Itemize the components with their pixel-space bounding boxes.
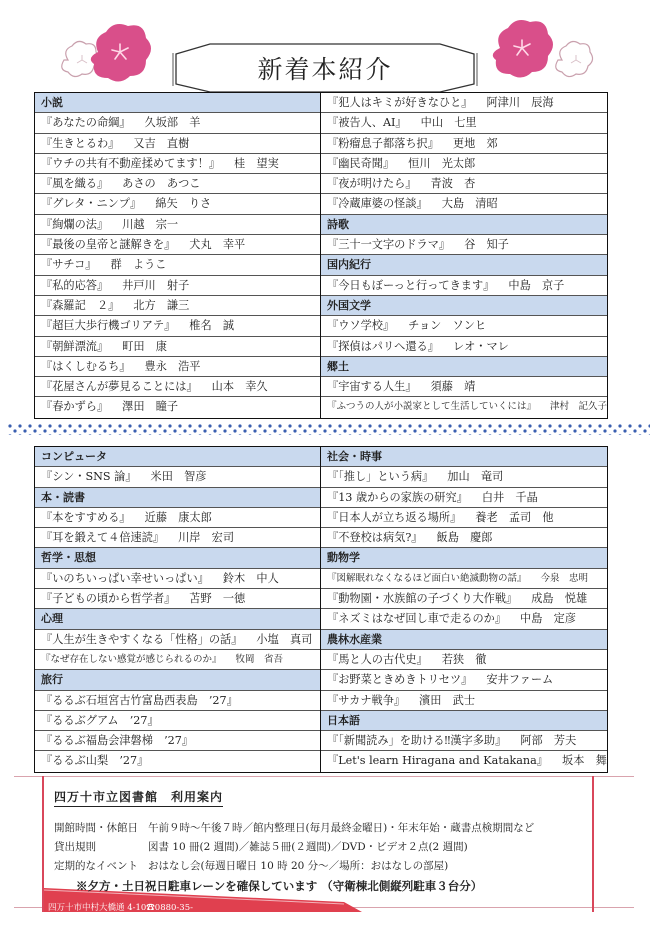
book-title: 『最後の皇帝と謎解きを』	[41, 238, 176, 252]
book-row	[321, 650, 607, 670]
book-author: チョン ソンヒ	[408, 319, 487, 333]
book-title: 『不登校は病気?』	[327, 531, 423, 545]
book-row	[35, 377, 320, 397]
book-title: 『花屋さんが夢見ることには』	[41, 380, 198, 394]
book-author: 米田 智彦	[150, 470, 207, 484]
book-title: 『風を織る』	[41, 177, 109, 191]
book-row	[35, 255, 320, 275]
book-row	[35, 113, 320, 133]
dotted-divider	[8, 423, 650, 437]
book-author: 恒川 光太郎	[408, 156, 476, 170]
book-author: 加山 竜司	[447, 470, 504, 484]
book-row	[321, 467, 607, 487]
info-title: 四万十市立図書館 利用案内	[54, 788, 223, 807]
book-row	[35, 316, 320, 336]
book-row	[321, 113, 607, 133]
page-title: 新着本紹介	[257, 55, 393, 84]
book-title: 『粉瘤息子都落ち択』	[327, 136, 439, 150]
book-author: 牧岡 省吾	[235, 653, 284, 665]
info-key: 開館時間・休館日	[54, 822, 138, 834]
table-column-right	[321, 93, 607, 418]
info-row-lending	[54, 839, 468, 854]
book-title: 『朝鮮漂流』	[41, 339, 109, 353]
book-title: 『「新聞読み」を助ける‼漢字多助』	[327, 734, 507, 748]
category-header: 詩歌	[321, 215, 607, 235]
category-header: 動物学	[321, 548, 607, 568]
book-author: あさの あつこ	[122, 177, 201, 191]
book-author: 又吉 直樹	[133, 136, 190, 150]
book-row	[321, 731, 607, 751]
new-books-table-bottom	[34, 446, 608, 773]
book-author: 犬丸 幸平	[189, 238, 246, 252]
book-author: 青波 杏	[430, 177, 476, 191]
new-books-table-top	[34, 92, 608, 419]
info-value: おはなし会(毎週日曜日 10 時 20 分〜／場所：おはなしの部屋)	[148, 860, 449, 872]
book-author: 久坂部 羊	[144, 116, 201, 130]
book-title: 『私的応答』	[41, 278, 109, 292]
book-title: 『シン・SNS 論』	[41, 470, 137, 484]
category-header: 本・読書	[35, 488, 320, 508]
book-row	[321, 174, 607, 194]
book-title: 『るるぶ石垣宮古竹富島西表島 ’27』	[41, 693, 238, 707]
book-row	[321, 488, 607, 508]
plum-flower-right-icon	[492, 18, 602, 90]
book-title: 『春かずら』	[41, 400, 109, 414]
book-row	[35, 296, 320, 316]
book-row	[321, 154, 607, 174]
book-author: 山本 幸久	[211, 380, 268, 394]
book-author: 須藤 靖	[430, 380, 476, 394]
book-author: 津村 記久子	[550, 401, 607, 413]
book-author: 養老 孟司 他	[475, 510, 554, 524]
book-title: 『今日もぼーっと行ってきます』	[327, 278, 495, 292]
book-row	[321, 670, 607, 690]
book-title: 『Let's learn Hiragana and Katakana』	[327, 754, 548, 768]
book-row	[35, 569, 320, 589]
book-row	[35, 134, 320, 154]
book-row	[35, 691, 320, 711]
book-author: 阿津川 辰海	[486, 96, 554, 109]
book-row	[321, 337, 607, 357]
book-row	[35, 528, 320, 548]
book-author: 近藤 康太郎	[144, 510, 212, 524]
book-row	[35, 154, 320, 174]
category-header: コンピュータ	[35, 447, 320, 467]
book-row	[321, 93, 607, 113]
category-header: 社会・時事	[321, 447, 607, 467]
book-row	[321, 569, 607, 589]
book-title: 『サチコ』	[41, 258, 97, 272]
library-address: 四万十市中村大橋通 4-10☎0880-35-	[48, 903, 193, 913]
book-author: 成島 悦雄	[531, 592, 588, 606]
book-author: 豊永 浩平	[144, 359, 201, 373]
book-author: 群 ようこ	[110, 258, 167, 272]
book-title: 『ウチの共有不動産揉めてます！』	[41, 156, 221, 170]
category-header: 農林水産業	[321, 630, 607, 650]
book-row	[321, 235, 607, 255]
book-title: 『お野菜ときめきトリセツ』	[327, 673, 473, 687]
book-author: 北方 謙三	[133, 298, 190, 312]
book-title: 『13 歳からの家族の研究』	[327, 490, 468, 504]
book-row	[321, 528, 607, 548]
book-row	[35, 589, 320, 609]
book-title: 『いのちいっぱい幸せいっぱい』	[41, 571, 209, 585]
book-author: 綿矢 りさ	[155, 197, 212, 211]
book-author: 椎名 誠	[189, 319, 235, 333]
category-header: 小説	[35, 93, 320, 113]
book-title: 『はくしむるち』	[41, 359, 131, 373]
book-title: 『ネズミはなぜ回し車で走るのか』	[327, 612, 507, 626]
table-column-left	[35, 93, 321, 418]
book-author: 大島 清昭	[441, 197, 498, 211]
book-title: 『絢爛の法』	[41, 217, 109, 231]
book-title: 『幽民奇聞』	[327, 156, 395, 170]
book-author: 飯島 慶郎	[436, 531, 493, 545]
book-row	[35, 235, 320, 255]
book-title: 『「推し」という病』	[327, 470, 434, 484]
book-author: 濱田 武士	[419, 693, 476, 707]
book-title: 『三十一文字のドラマ』	[327, 238, 451, 252]
category-header: 日本語	[321, 711, 607, 731]
book-row	[35, 397, 320, 417]
library-info-box	[42, 776, 610, 912]
book-title: 『子どもの頃から哲学者』	[41, 592, 176, 606]
book-author: 苫野 一徳	[189, 592, 246, 606]
book-author: 白井 千晶	[481, 490, 538, 504]
book-author: 川岸 宏司	[178, 531, 235, 545]
book-row	[35, 731, 320, 751]
book-row	[321, 609, 607, 629]
book-title: 『耳を鍛えて４倍速読』	[41, 531, 165, 545]
book-row	[321, 397, 607, 417]
book-row	[321, 589, 607, 609]
book-title: 『グレタ・ニンプ』	[41, 197, 142, 211]
book-title: 『被告人、AI』	[327, 116, 407, 130]
book-title: 『冷蔵庫婆の怪談』	[327, 197, 428, 211]
book-row	[321, 134, 607, 154]
book-author: 今泉 忠明	[540, 572, 589, 584]
info-value: 図書 10 冊(2 週間)／雑誌５冊(２週間)／DVD・ビデオ２点(2 週間)	[148, 841, 468, 853]
book-row	[321, 316, 607, 336]
book-title: 『図解眠れなくなるほど面白い絶滅動物の話』	[327, 572, 527, 584]
book-title: 『日本人が立ち返る場所』	[327, 510, 462, 524]
book-title: 『るるぶグアム ’27』	[41, 713, 159, 727]
book-row	[321, 194, 607, 214]
book-title: 『超巨大歩行機ゴリアテ』	[41, 319, 176, 333]
book-title: 『るるぶ山梨 ’27』	[41, 754, 149, 768]
book-title: 『森羅記 ２』	[41, 298, 120, 312]
page-title-banner	[170, 42, 480, 92]
table-column-right	[321, 447, 607, 772]
book-author: 川越 宗一	[122, 217, 179, 231]
book-author: 阿部 芳夫	[520, 734, 577, 748]
book-title: 『馬と人の古代史』	[327, 652, 428, 666]
book-author: 更地 郊	[452, 136, 498, 150]
book-author: 桂 望実	[234, 156, 279, 170]
book-row	[321, 691, 607, 711]
book-title: 『動物園・水族館の子づくり大作戦』	[327, 592, 518, 606]
info-row-events	[54, 858, 448, 873]
book-title: 『探偵はパリへ還る』	[327, 339, 439, 353]
category-header: 郷土	[321, 357, 607, 377]
book-row	[35, 508, 320, 528]
info-value: 午前９時〜午後７時／館内整理日(毎月最終金曜日)・年末年始・蔵書点検期間など	[148, 822, 535, 834]
book-title: 『るるぶ福島会津磐梯 ’27』	[41, 734, 194, 748]
book-row	[35, 467, 320, 487]
category-header: 旅行	[35, 670, 320, 690]
book-title: 『犯人はキミが好きなひと』	[327, 96, 473, 109]
book-row	[321, 508, 607, 528]
book-row	[35, 337, 320, 357]
info-key: 貸出規則	[54, 841, 96, 853]
book-author: 中島 京子	[508, 278, 565, 292]
book-author: 若狭 徹	[441, 652, 487, 666]
book-author: 谷 知子	[464, 238, 509, 252]
book-row	[35, 194, 320, 214]
info-right-border	[592, 776, 594, 912]
book-title: 『なぜ存在しない感覚が感じられるのか』	[41, 653, 222, 665]
book-row	[321, 751, 607, 771]
book-row	[321, 377, 607, 397]
plum-flower-left-icon	[48, 20, 158, 92]
book-row	[35, 751, 320, 771]
book-author: 町田 康	[122, 339, 167, 353]
book-row	[35, 711, 320, 731]
book-title: 『あなたの命綱』	[41, 116, 131, 130]
book-title: 『夜が明けたら』	[327, 177, 417, 191]
book-author: 澤田 瞳子	[122, 400, 179, 414]
book-row	[321, 276, 607, 296]
book-author: 井戸川 射子	[122, 278, 190, 292]
book-row	[35, 650, 320, 670]
info-key: 定期的なイベント	[54, 860, 138, 872]
category-header: 心理	[35, 609, 320, 629]
table-column-left	[35, 447, 321, 772]
book-title: 『ふつうの人が小説家として生活していくには』	[327, 401, 537, 413]
book-title: 『本をすすめる』	[41, 510, 131, 524]
book-title: 『生きとるわ』	[41, 136, 120, 150]
book-author: 鈴木 中人	[222, 571, 279, 585]
book-row	[35, 357, 320, 377]
category-header: 哲学・思想	[35, 548, 320, 568]
book-row	[35, 174, 320, 194]
book-row	[35, 215, 320, 235]
book-row	[35, 630, 320, 650]
book-author: 安井ファーム	[486, 673, 554, 687]
book-author: 中山 七里	[420, 116, 477, 130]
parking-notice: ※夕方・土日祝日駐車レーンを確保しています （守衛棟北側縦列駐車３台分）	[76, 879, 483, 893]
book-title: 『ウソ学校』	[327, 319, 395, 333]
book-author: 坂本 舞	[562, 754, 607, 768]
book-author: 中島 定彦	[520, 612, 576, 626]
book-row	[35, 276, 320, 296]
book-title: 『人生が生きやすくなる「性格」の話』	[41, 632, 243, 646]
info-row-hours	[54, 820, 534, 835]
book-author: レオ・マレ	[452, 339, 509, 353]
book-title: 『サカナ戦争』	[327, 693, 406, 707]
book-author: 小塩 真司	[256, 632, 313, 646]
book-title: 『宇宙する人生』	[327, 380, 417, 394]
category-header: 国内紀行	[321, 255, 607, 275]
category-header: 外国文学	[321, 296, 607, 316]
